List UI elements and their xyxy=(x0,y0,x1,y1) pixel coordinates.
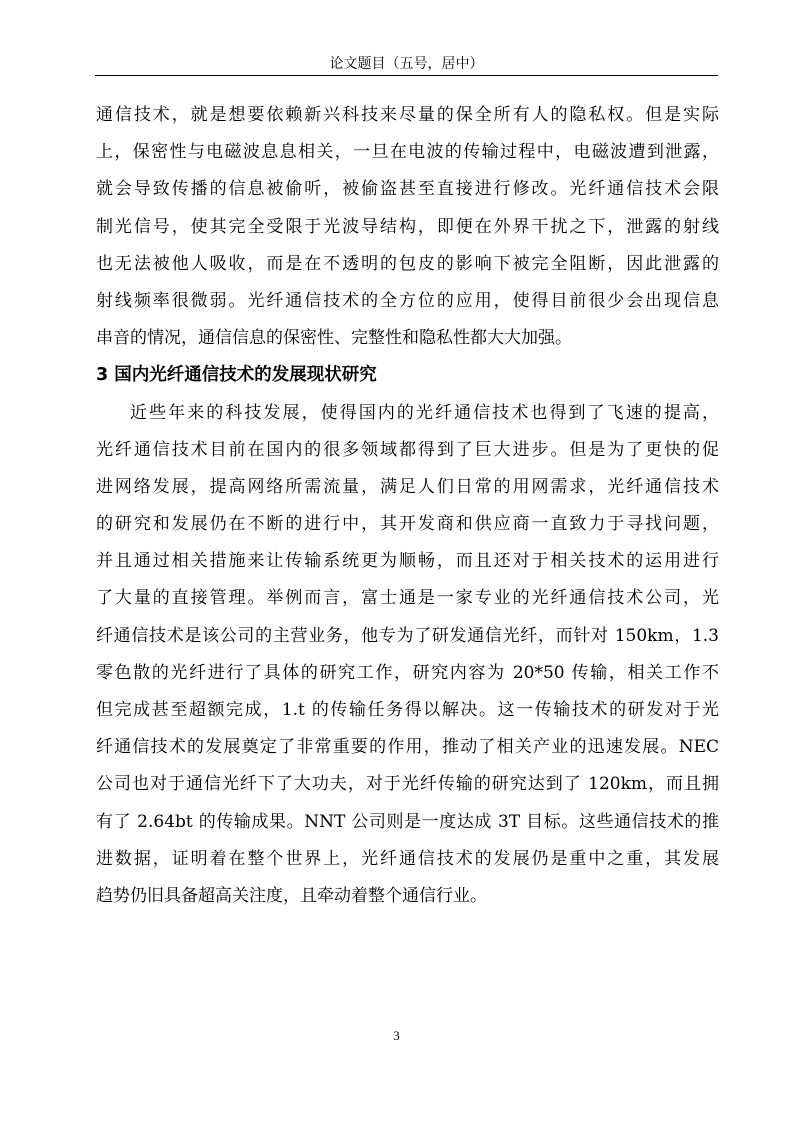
text-line: 也无法被他人吸收，而是在不透明的包皮的影响下被完全阻断，因此泄露的 xyxy=(96,253,719,274)
text-line: 射线频率很微弱。光纤通信技术的全方位的应用，使得目前很少会出现信息 xyxy=(96,290,719,311)
document-body xyxy=(96,97,719,915)
text-line: 光纤通信技术目前在国内的很多领域都得到了巨大进步。但是为了更快的促 xyxy=(96,439,719,460)
page-number: 3 xyxy=(393,1028,400,1043)
text-line: 就会导致传播的信息被偷听，被偷盗甚至直接进行修改。光纤通信技术会限 xyxy=(96,179,719,200)
text-line: 零色散的光纤进行了具体的研究工作，研究内容为 20*50 传输，相关工作不 xyxy=(96,662,719,683)
paragraph-1 xyxy=(96,97,719,357)
text-line: 有了 2.64bt 的传输成果。NNT 公司则是一度达成 3T 目标。这些通信技术的推 xyxy=(96,811,719,832)
running-header: 论文题目（五号，居中） xyxy=(329,56,484,72)
text-line: 公司也对于通信光纤下了大功夫，对于光纤传输的研究达到了 120km，而且拥 xyxy=(96,774,719,795)
text-line: 趋势仍旧具备超高关注度，且牵动着整个通信行业。 xyxy=(96,885,487,906)
text-line: 制光信号，使其完全受限于光波导结构，即便在外界干扰之下，泄露的射线 xyxy=(96,216,719,237)
text-line: 通信技术，就是想要依赖新兴科技来尽量的保全所有人的隐私权。但是实际 xyxy=(96,105,719,125)
text-line: 串音的情况，通信信息的保密性、完整性和隐私性都大大加强。 xyxy=(96,328,572,349)
text-line: 进数据，证明着在整个世界上，光纤通信技术的发展仍是重中之重，其发展 xyxy=(96,848,719,869)
text-line: 近些年来的科技发展，使得国内的光纤通信技术也得到了飞速的提高， xyxy=(130,402,719,423)
text-line: 的研究和发展仍在不断的进行中，其开发商和供应商一直致力于寻找问题， xyxy=(96,514,719,535)
text-line: 纤通信技术的发展奠定了非常重要的作用，推动了相关产业的迅速发展。NEC xyxy=(96,737,719,758)
text-line: 并且通过相关措施来让传输系统更为顺畅，而且还对于相关技术的运用进行 xyxy=(96,551,719,572)
text-line: 上，保密性与电磁波息息相关，一旦在电波的传输过程中，电磁波遭到泄露， xyxy=(96,142,719,163)
paragraph-2 xyxy=(96,395,719,916)
section-heading: 3 国内光纤通信技术的发展现状研究 xyxy=(96,365,377,386)
text-line: 纤通信技术是该公司的主营业务，他专为了研发通信光纤，而针对 150km，1.3 xyxy=(96,625,719,646)
text-line: 了大量的直接管理。举例而言，富士通是一家专业的光纤通信技术公司，光 xyxy=(96,588,719,609)
text-line: 但完成甚至超额完成，1.t 的传输任务得以解决。这一传输技术的研发对于光 xyxy=(96,700,719,720)
header-rule xyxy=(95,75,718,76)
text-line: 进网络发展，提高网络所需流量，满足人们日常的用网需求，光纤通信技术 xyxy=(96,476,719,497)
